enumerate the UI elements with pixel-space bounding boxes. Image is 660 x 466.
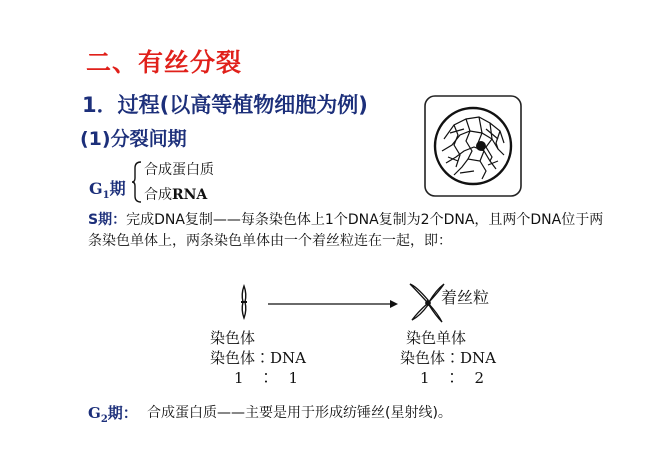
section-heading: 1．过程(以高等植物细胞为例) <box>82 93 368 117</box>
arrow-icon <box>268 300 398 308</box>
sister-chromatids-icon <box>410 284 444 322</box>
centromere-label: 着丝粒 <box>441 288 490 307</box>
right-ratio-label: 染色体∶DNA <box>400 349 496 367</box>
g2-phase-label: $G_2$期： <box>88 404 138 425</box>
left-ratio-value: 1 ∶ 1 <box>234 369 299 387</box>
chromosome-icon <box>241 286 247 318</box>
right-ratio-value: 1 ∶ 2 <box>420 369 485 387</box>
chromosome-diagram <box>230 280 450 326</box>
g1-phase-label: $G_1$期 <box>89 179 126 202</box>
subsection-heading: (1)分裂间期 <box>80 128 187 150</box>
brace-icon <box>131 160 143 204</box>
left-ratio-label: 染色体∶DNA <box>210 349 306 367</box>
left-chromosome-name: 染色体 <box>210 329 256 347</box>
s-phase-paragraph <box>88 210 608 252</box>
g2-phase-text: 合成蛋白质——主要是用于形成纺锤丝(星射线)。 <box>147 405 452 421</box>
page-title: 二、有丝分裂 <box>86 48 243 77</box>
s-phase-text: 完成DNA复制——每条染色体上1个DNA复制为2个DNA，且两个DNA位于两条染色单体上，两条染色单体由一个着丝粒连在一起，即： <box>88 212 604 249</box>
g1-item-rna: 合成RNA <box>144 187 208 203</box>
right-chromatid-name: 染色单体 <box>406 329 467 347</box>
g1-item-protein: 合成蛋白质 <box>144 162 214 178</box>
cell-illustration <box>424 95 524 199</box>
s-phase-label: S期： <box>88 212 127 228</box>
